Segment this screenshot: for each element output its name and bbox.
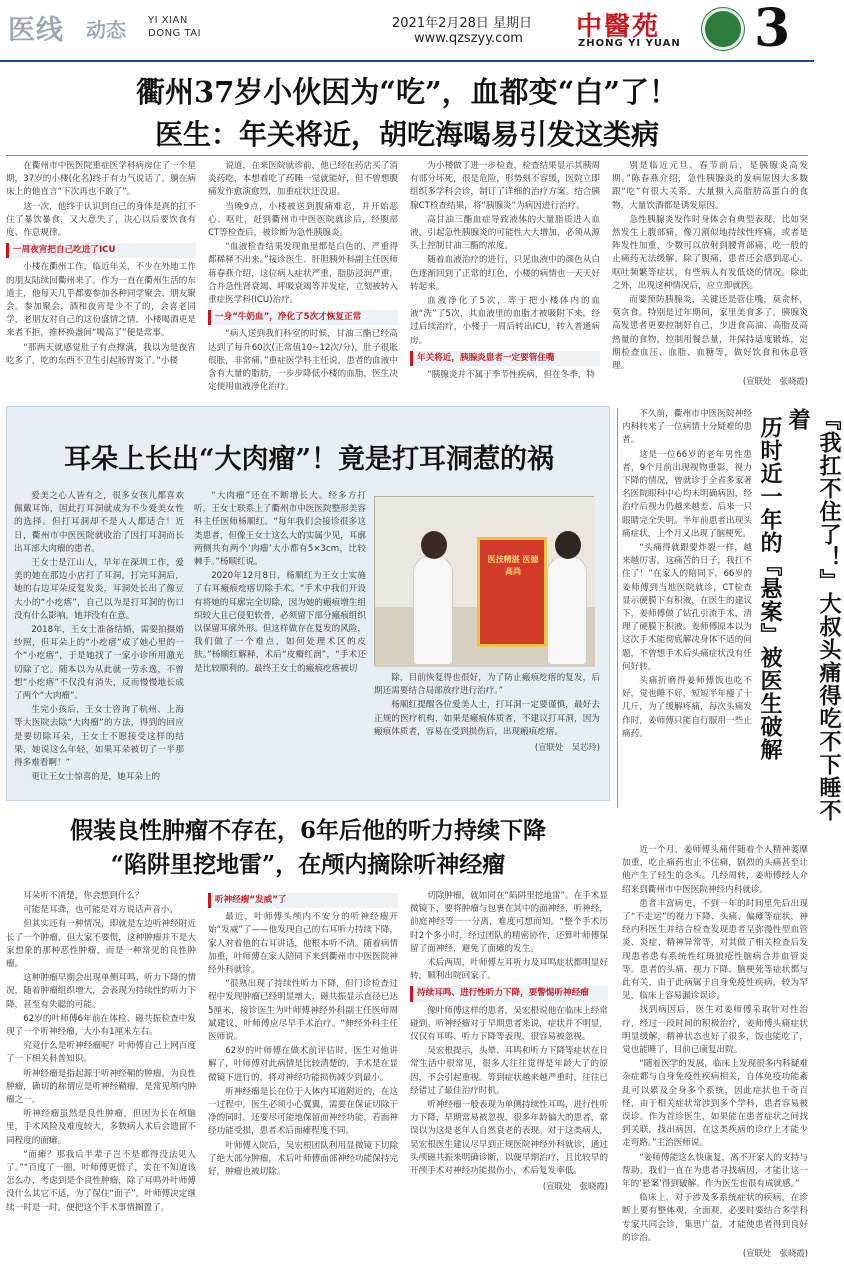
paragraph: 为小楼做了进一步检查，检查结果显示其胰周有部分坏死，很是危险，形势刻不容缓，医院立即组织多学科会诊，制订了详细的治疗方案。结合胰腺CT检查结果，将“胰腺炎”为病因进行治疗。	[410, 161, 600, 211]
article4-title-line-1: 『我扛不住了！』大叔头痛得吃不下睡不着	[785, 408, 841, 822]
page-number: 3	[754, 0, 791, 59]
paragraph: 切除肿瘤，就如同在“陷阱里挖地雷”。在手术显微镜下，要将肿瘤与包裹在其中的面神经，听神经，前庭神经等一一分离，难度可想而知。“整个手术历时2个多小时，经过团队的精密协作，还算叶师傅保留了面神经，避免了面瘫的发生。	[410, 891, 608, 954]
issue-date: 2021年2月28日 星期日	[392, 16, 533, 31]
paragraph: 近一个月，姜师傅头痛伴随着个人精神萎靡加重，吃止痛药也止不住痛，剧烈的头痛甚至让他产生了轻生的念头。几经周转，姜师傅经人介绍来到衢州市中医医院神经内科就诊。	[622, 845, 808, 895]
paragraph: 听神经瘤是长在位于人体内耳道附近的，在这一过程中，医生必须小心翼翼，需要在保证切除干净的同时，还要尽可能地保留面神经功能，若面神经功能受损，患者术后面瘫程度不同。	[208, 1086, 398, 1137]
hospital-seal-icon	[702, 8, 744, 50]
article1-title: 衢州37岁小伙因为“吃”，血都变“白”了！	[135, 75, 679, 109]
paragraph: 不久前，衢州市中医医院神经内科转来了一位病情十分疑难的患者。	[622, 409, 752, 446]
paragraph: 术后两周，叶师傅左耳听力及耳鸣症状都明显好转，顺利出院回家了。	[410, 958, 608, 982]
paper-logo: 中醫苑	[576, 12, 661, 42]
article3-title-line-2: “陷阱里挖地雷”，在颅内摘除听神经瘤	[110, 851, 506, 878]
article3-column-2	[208, 890, 398, 1275]
paragraph: 除，目前恢复得也很好，为了防止瘢痕疙瘩的复发，后期还需要结合局部放疗进行治疗。”	[374, 673, 600, 697]
byline: (宣联处 张晓霞)	[742, 376, 808, 387]
article3-column-1	[6, 890, 196, 1275]
article1-column-3	[410, 160, 600, 403]
column-divider	[617, 408, 618, 808]
photo-person-patient-head	[421, 531, 447, 559]
paragraph: “胰腺炎并不属于季节性疾病，但在冬季，特	[427, 370, 595, 381]
photo-person-doctor-head	[555, 531, 581, 559]
article1-column-1	[6, 160, 196, 403]
paragraph: “随着医学的发展，临床上发现很多内科疑难杂症都与自身免疫性疾病相关，自体免疫功能紊乱可以累及全身多个系统，因此症状也千奇百怪，由于相关症状常涉到多个学科，患者容易被误诊。作为首诊医生，如果能在患者症状之间找到关联，找出病因，在这类疾病的诊疗上才能少走弯路。”主治医师说。	[622, 1059, 808, 1149]
article4-column-1	[622, 408, 752, 838]
paragraph: 这种肿瘤早期会出现单侧耳鸣、听力下降的情况，随着肿瘤组织增大，会表现为持续性的听力下降，甚至有失聪的可能。	[6, 973, 196, 1010]
paragraph: “那两天就感觉肚子有点撑满，我以为是夜宵吃多了，吃的东西不卫生引起肠胃炎了。”小楼	[6, 342, 196, 366]
paragraph: 说道，在来医院就诊前，他已经在药店买了消炎药吃，本想着吃了药睡一觉就能好，但不曾想腹痛发作愈演愈烈，加重症状还没退。	[208, 161, 398, 198]
paragraph: 杨顺红提醒各位爱美人士，打耳洞一定要谨慎，最好去正规的医疗机构，如果是瘢痕体质者，不建议打耳洞，因为瘢痕体质者，容易在受到损伤后，出现瘢痕疙瘩。	[374, 700, 600, 737]
paragraph: 听神经瘤一般表现为单侧持续性耳鸣，进行性听力下降，早期常易被忽视，很多年龄偏大的患者，常误以为这是老年人自然衰老的表现。对于这类病人，吴宏根医生建议尽早到正规医院神经外科就诊，通过头颅磁共振来明确诊断，以便早期治疗，且比较早的开颅手术对神经功能损伤小，术后复发率低。	[410, 1100, 608, 1177]
paragraph: 王女士是江山人，早年在深圳工作，爱美的她在那边小店打了耳洞，打完耳洞后，她的右边耳朵反复发炎，耳洞处长出了像豆大小的“小疙瘩”，自己以为是打耳洞的伤口没有什么影响，她并没有在意。	[14, 558, 184, 621]
paragraph: 头痛折磨得姜师傅饭也吃不好，觉也睡不好，短短半年瘦了十几斤，为了缓解疼痛，每次头痛发作时，姜师傅只能自行服用一些止痛药。	[622, 676, 752, 739]
article3-subhead-2: 持续耳鸣、进行性听力下降，要警惕听神经瘤	[410, 986, 608, 1001]
paragraph: 患者丰富病史，不到一年的时间里先后出现了“不走运”的视力下降、头痛、偏瘫等症状，神经内科医生并结合检查发现患者呈弥漫性型血管炎、炎症、精神异常等，对其做了相关检查后发现患者患有系统性红斑狼疮性脑病合并血管炎等。患者的头痛、视力下降、脑梗死等症状都与此有关，由于此病属于自身免疫性疾病，较为罕见，临床上容易漏诊误诊。	[622, 898, 808, 1002]
article1-subhead-1: 一周夜宵把自己吃进了ICU	[6, 243, 196, 258]
byline: (宣联处 吴芯玲)	[534, 742, 600, 753]
section-pinyin-1: YI XIAN	[148, 15, 188, 26]
paragraph: 找到病因后，医生对姜师傅采取针对性治疗，经过一段时间的积极治疗，姜师傅头痛症状明显缓解，精神状态也好了很多，饭也能吃了，觉也能睡了，目前已康复出院。	[622, 1005, 808, 1056]
paragraph: 血液净化了5次，等于把小楼体内的血液“洗”了5次，其血液里的血脂才被吸附下来。经过后续治疗，小楼于一周后转出ICU，转入普通病房。	[410, 296, 600, 346]
paragraph: 小楼在衢州工作，临近年关，不少在外地工作的朋友陆续回衢州来了。作为一直在衢州生活的东道主，他每天几乎都要参加各种同学聚会、朋友聚会。参加聚会，酒和夜宵是少不了的，会喜老同学，老朋友对自己的这份盛情之情，小楼喝酒更是来者不拒，推杯换盏间“喝高了”便是常事。	[6, 262, 196, 339]
article1-subtitle: 医生：年关将近，胡吃海喝易引发这类病	[154, 118, 659, 151]
article2-column-3	[374, 672, 600, 796]
article1-subhead-3: 年关将近，胰腺炎患者一定要管住嘴	[410, 351, 600, 366]
paragraph: 62岁的叶师傅在做术前评估时，医生对他讲解了，叶师傅对此病情是比较清楚的，手术是在显微镜下进行的，将对神经功能损伤减少到最小。	[208, 1046, 398, 1083]
paragraph: “病人送到我们科室的时候，甘油三酯已经高达到了每升60次(正常值10~12次/分)，肚子很胀很胀，非常痛，”重症医学科主任说，患者的血液中含有大量的脂肪，一步步降低小楼的血脂，医生决定使用血液净化治疗。	[208, 329, 398, 393]
article3-column-3	[410, 890, 608, 1275]
paragraph: “头痛得就跟要炸裂一样，越来越厉害，这痛苦的日子，我扛不住了！”在家人的陪同下，66岁的姜师傅到当地医院就诊，CT检查显示硬膜下有积液，在医生的建议下，姜师傅做了钻孔引流手术，清理了硬膜下积液。姜师傅原本以为这次手术能彻底解决身体不适的问题，不曾想手术后头痛症状没有任何好转。	[622, 543, 752, 672]
paragraph: 叶师傅入院后，吴宏根团队利用显微镜下切除了绝大部分肿瘤，术后叶师傅面部神经功能保持完好，肿瘤也被切除。	[208, 1140, 398, 1178]
paragraph: 吴宏根提示，头晕、耳鸣和听力下降等症状在日常生活中很常见，很多人往往觉得是年龄大了的原因，不会引起重视。等到症状越来越严重时，往往已经错过了最佳治疗时机。	[410, 1046, 608, 1096]
byline: (宣联处 张晓霞)	[742, 1248, 808, 1259]
paragraph: 听神经瘤是指起源于听神经鞘的肿瘤，为良性肿瘤，确切的称谓应是听神经鞘瘤，是常见颅内肿瘤之一。	[6, 1068, 196, 1106]
paragraph: “大肉瘤”还在不断增长大。经多方打听，王女士联系上了衢州市中医医院整形美容科主任医师杨顺红。“每年我们会接诊很多这类患者，但像王女士这么大的实属少见，耳廓两侧共有两个‘肉瘤’大小都有5×3cm，比较棘手。”杨顺红说。	[194, 491, 366, 568]
byline: (宣联处 张晓霞)	[542, 1181, 608, 1192]
paragraph: 生完小孩后，王女士咨询了杭州、上海等大医院去除“大肉瘤”的方法，得到的回应是要切除耳朵，王女士不愿接受这样的结果，她说这么年轻，如果耳朵被切了一半那得多难看啊！”	[14, 705, 184, 769]
paragraph: 随着血液治疗的进行，只见血液中的颜色从白色逐渐回到了正常的红色，小楼的病情也一天天好转起来。	[410, 255, 600, 292]
article3-title-line-1: 假装良性肿瘤不存在，6年后他的听力持续下降	[69, 817, 546, 844]
paragraph: 更让王女士惊喜的是，她耳朵上的	[31, 772, 161, 783]
photo-person-doctor	[547, 555, 587, 665]
paragraph: “血液检查结果发现血里都是白色的，严重得都稀释不出来。”接诊医生、肝胆胰外科副主任医师蒋春燕介绍，这位病人症状严重，脂肪浸润严重，合并急性肾衰竭、呼吸衰竭等并发症，立刻被转入重症医学科(ICU)治疗。	[208, 242, 398, 306]
section-name: 医线	[8, 15, 64, 46]
article4-column-2	[622, 844, 808, 1274]
paragraph: 2020年12月8日，杨顺红为王女士实施了右耳瘢痕疙瘩切除手术。“手术中我们开设有将她的耳廓完全切除，因为她的瘢痕增生组织较大且已侵犯软骨，必须留下部分瘢痕组织以保留耳廓外形。但这样做存在复发的风险，我们做了一个难点，如何处理术区的皮肤。”杨顺红解释，术后“皮瓣红润”，“手术还是比较顺利的。最终王女士的瘢痕疙瘩被切	[194, 571, 366, 674]
paragraph: 耳朵听不清楚，你会想到什么？	[23, 891, 144, 901]
photo-person-patient	[413, 555, 453, 665]
paragraph: 听神经瘤虽然是良性肿瘤，但因为长在颅脑里，手术风险及难度较大，多数病人术后会遗留不同程度的面瘫。	[6, 1109, 196, 1146]
article4-title-line-2: 历时近一年的『悬案』被医生破解	[757, 416, 782, 761]
article1-column-4	[612, 160, 808, 403]
paragraph: “很熟出现了持续性听力下降，但门诊检查过程中发现肿瘤已经明显增大，磁共振显示直径已达5厘米，接诊医生为叶师傅神经外科副主任医师周斌建议，叶师傅应尽早手术治疗。“伸经外科主任医师说。	[208, 979, 398, 1043]
article4-title	[756, 408, 841, 838]
paragraph: 像叶师傅这样的患者，吴宏根说他在临床上经常碰到。听神经瘤对于早期患者来说，症状并不明显，仅仅有耳鸣、听力下降等表现，很容易被忽视。	[410, 1005, 608, 1043]
paragraph: 在衢州市中医医院重症医学科病房住了一个星期，37岁的小楼(化名)终于有力气说话了。躺在病床上的他直言“下次再也不敢了”。	[6, 161, 196, 198]
article2-column-2	[194, 490, 366, 795]
masthead	[0, 0, 814, 62]
article2-title: 耳朵上长出“大肉瘤”！竟是打耳洞惹的祸	[63, 444, 555, 475]
article1-subhead-2: 一身“牛奶血”，净化了5次才恢复正常	[208, 310, 398, 325]
paragraph: 当晚9点，小楼被送到腹痛难忍，并开始恶心、呕吐，赶到衢州市中医医院就诊后，经腹部CT等检查后，被诊断为急性胰腺炎。	[208, 201, 398, 239]
paragraph: 别是临近元旦、春节前后，是胰腺炎高发期。”陈春燕介绍，急性胰腺炎的发病原因大多数跟“吃”有很大关系，大量摄入高脂肪高蛋白的食物，大量饮酒都是诱发原因。	[612, 161, 808, 211]
paragraph: 临床上，对于涉及多系统症状的疾病，在诊断上要有整体观，全面观，必要时要结合多学科专家共同会诊，集思广益，才能使患者得到良好的诊治。	[622, 1193, 808, 1243]
paragraph: 这是一位66岁的老年男性患者，9个月前出现视物重影，视力下降的情况，曾就诊于全省多家著名医院眼科中心均未明确病因，经治疗后视力仍越来越差，后来一只眼睛完全失明。半年前患者出现头痛症状，上个月又出现了脑梗死。	[622, 449, 752, 539]
paragraph: 可能是耳聋，也可能是对方说话声音小。	[23, 905, 178, 916]
paragraph: 62岁的叶师傅6年前在体检、磁共振检查中发现了一个听神经瘤，大小有1厘米左右。	[6, 1013, 196, 1038]
article1-column-2	[208, 160, 398, 403]
award-banner-text: 医技精湛 医德高尚	[487, 555, 539, 576]
paragraph: 高甘油三酯血症导致液体的大量脂质进入血液，引起急性胰腺炎的可能性大大增加，必须从源头上控制甘油三酯的浓度。	[410, 214, 600, 252]
paragraph: 但其实还有一种情况，即就是左边听神经附近长了一个肿瘤，但大家不要慌，这种肿瘤并不是大家想象的那种恶性肿瘤，而是一种常见的良性肿瘤。	[6, 919, 196, 970]
paragraph: “姜师傅能这么快康复，离不开家人的支持与帮助，我们一直在为患者寻找病因，才能让这一年的‘悬案’得到破解。作为医生也很有成就感。”	[622, 1152, 808, 1190]
paragraph: 2018年，王女士准备结婚，需要拍摄婚纱照，但耳朵上的“小疙瘩”成了她心里的一个“小疙瘩”，于是她找了一家小诊所用激光切除了它。随本以为从此就一劳永逸，不曾想“小疙瘩”不仅没有消失，反而慢慢地长成了两个“大肉瘤”。	[14, 625, 184, 702]
section-pinyin-2: DONG TAI	[148, 28, 202, 39]
paragraph: 最近，叶师傅头颅内不安分的听神经瘤开始“发威”了——他发现自己的右耳听力持续下降，家人对着他的右耳讲话，他根本听不清。随着病情加重，叶师傅在家人陪同下来到衢州市中医医院神经外科就诊。	[208, 912, 398, 976]
site-url[interactable]: www.qzszyy.com	[414, 31, 523, 46]
article2-column-1	[14, 490, 184, 795]
paragraph: “面瘫？那我后半辈子岂不是都得没法见人了。”“百度了一圈，叶师傅更慌了，实在不知道该怎么办，考虑到是个良性肿瘤，除了耳鸣外叶师傅没什么其它不适，为了保住“面子”，叶师傅决定继续一时是一时，便把这个手术事情搁置了。	[6, 1149, 196, 1213]
paragraph: 而要预防胰腺炎，关键还是管住嘴，莫贪杯，莫贪食。特别是过年期间，家里美食多了，胰腺炎高发患者更要控制好自己，少进食高油、高脂及高热量的食物，控制用餐总量，并保持适度锻炼，定期检查血压、血脂、血糖等，做好饮食和休息管理。	[612, 295, 808, 372]
paragraph: 究竟什么是听神经瘤呢？叶师傅自己上网百度了一下相关科普知识。	[6, 1041, 196, 1065]
paragraph: 这一次，他终于认识到自己的身体是真的扛不住了暴饮暴食，又大意失了，决心以后要饮食有度、作息规律。	[6, 201, 196, 239]
article3-subhead-1: 听神经瘤“发威”了	[208, 893, 398, 908]
section-name-2: 动态	[86, 18, 126, 42]
section-pinyin	[148, 14, 201, 40]
paragraph: 急性胰腺炎发作时身体会有典型表现，比如突然发生上腹部痛，像刀割似地持续性疼痛，或者是阵发性加重，少数可以放射到腰背部痛，吃一般的止痛药无法缓解。除了腹痛，患者还会感到恶心、呕吐频繁等症状，有些病人有发低烧的情况。除此之外，出现这种情况后，应立即就医。	[612, 214, 808, 291]
award-photo	[374, 496, 594, 666]
divider	[6, 155, 808, 156]
paragraph: 爱美之心人皆有之，很多女孩儿都喜欢佩戴耳饰，因此打耳洞就成为不少爱美女性的选择。但打耳洞却不是人人都适合！近日，衢州市中医医院就收治了因打耳洞而长出耳部大肉瘤的患者。	[14, 491, 184, 554]
paper-logo-en: ZHONG YI YUAN	[578, 38, 681, 49]
award-banner	[477, 537, 547, 647]
